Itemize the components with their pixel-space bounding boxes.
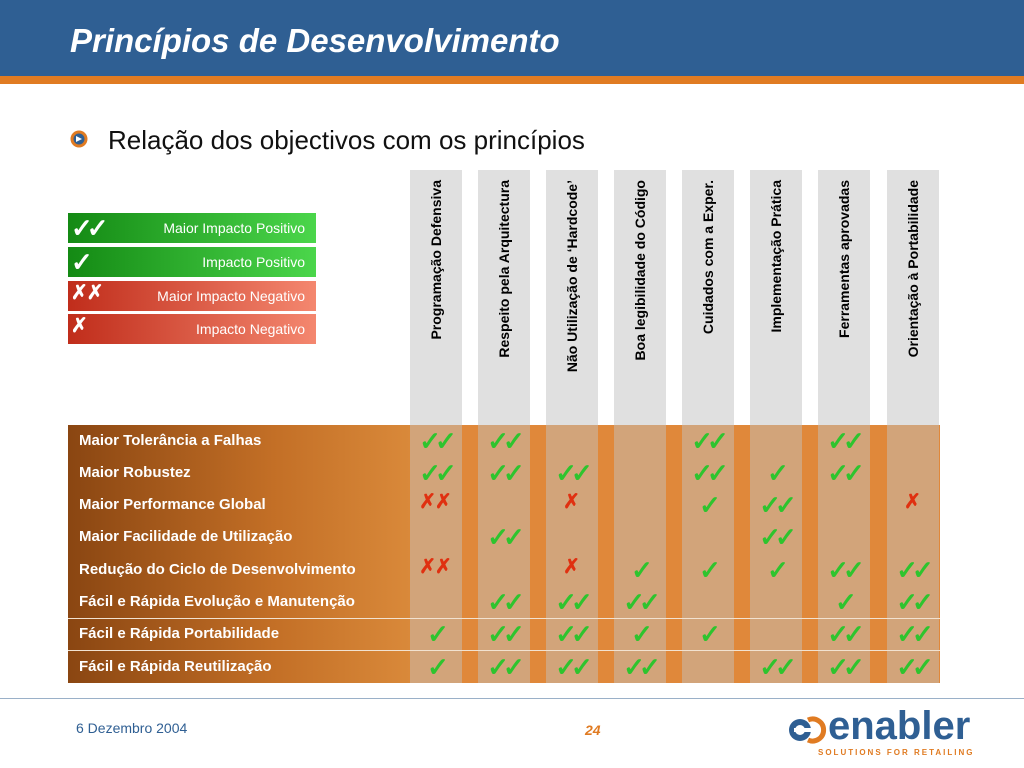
column-header — [818, 170, 870, 425]
column-header-label: Boa legibilidade do Código — [632, 180, 648, 361]
check-icon: ✓✓ — [487, 458, 519, 488]
check-icon: ✓ — [699, 619, 715, 649]
matrix-cell — [750, 654, 800, 684]
matrix-cell — [750, 557, 800, 587]
check-icon: ✓✓ — [759, 652, 791, 682]
page-number: 24 — [585, 722, 601, 738]
check-icon: ✓✓ — [759, 522, 791, 552]
check-icon: ✓✓ — [691, 458, 723, 488]
matrix-cell — [546, 557, 596, 587]
check-icon: ✓✓ — [827, 458, 859, 488]
matrix-cell — [682, 621, 732, 651]
matrix-cell — [410, 428, 460, 458]
matrix-cell — [750, 524, 800, 554]
matrix-cell — [546, 460, 596, 490]
matrix-cell — [478, 654, 528, 684]
matrix-cell — [614, 654, 664, 684]
matrix-cell — [410, 492, 460, 522]
cross-icon: ✗ — [71, 315, 87, 337]
check-icon: ✓✓ — [691, 426, 723, 456]
matrix-cell — [818, 621, 868, 651]
check-icon: ✓ — [699, 555, 715, 585]
matrix-cell — [682, 460, 732, 490]
logo-wordmark: enabler — [828, 704, 971, 748]
matrix-cell — [818, 428, 868, 458]
check-icon: ✓✓ — [896, 555, 928, 585]
check-icon: ✓✓ — [896, 652, 928, 682]
column-header-label: Orientação à Portabilidade — [905, 180, 921, 358]
slide-title: Princípios de Desenvolvimento — [70, 22, 560, 59]
matrix-cell — [410, 621, 460, 651]
check-icon: ✓ — [767, 555, 783, 585]
column-header — [614, 170, 666, 425]
matrix-cell — [682, 492, 732, 522]
logo-mark-icon — [788, 712, 828, 748]
check-icon: ✓✓ — [419, 426, 451, 456]
matrix-cell — [682, 428, 732, 458]
matrix-cell — [887, 621, 937, 651]
check-icon: ✓✓ — [827, 652, 859, 682]
cross-icon: ✗ — [563, 491, 579, 513]
column-header — [682, 170, 734, 425]
check-icon: ✓ — [71, 247, 87, 277]
check-icon: ✓ — [767, 458, 783, 488]
row-label: Maior Robustez — [79, 464, 191, 481]
check-icon: ✓✓ — [623, 587, 655, 617]
column-header-label: Cuidados com a Exper. — [700, 180, 716, 335]
column-header — [750, 170, 802, 425]
check-icon: ✓✓ — [759, 490, 791, 520]
matrix-cell — [887, 492, 937, 522]
check-icon: ✓✓ — [896, 587, 928, 617]
column-header — [546, 170, 598, 425]
matrix-cell — [818, 557, 868, 587]
legend-label: Impacto Positivo — [202, 254, 305, 270]
cross-icon: ✗✗ — [419, 491, 451, 513]
check-icon: ✓✓ — [487, 652, 519, 682]
check-icon: ✓✓ — [419, 458, 451, 488]
matrix-cell — [887, 654, 937, 684]
check-icon: ✓✓ — [623, 652, 655, 682]
column-header — [478, 170, 530, 425]
footer-divider — [0, 698, 1024, 699]
check-icon: ✓ — [835, 587, 851, 617]
cross-icon: ✗ — [563, 556, 579, 578]
row-label: Fácil e Rápida Evolução e Manutenção — [79, 593, 355, 610]
check-icon: ✓✓ — [827, 555, 859, 585]
row-label: Fácil e Rápida Portabilidade — [79, 625, 280, 642]
cross-icon: ✗✗ — [71, 282, 103, 304]
enabler-logo — [788, 704, 1008, 760]
check-icon: ✓ — [699, 490, 715, 520]
logo-tagline: SOLUTIONS FOR RETAILING — [818, 748, 975, 757]
check-icon: ✓ — [427, 652, 443, 682]
matrix-cell — [682, 557, 732, 587]
check-icon: ✓✓ — [555, 587, 587, 617]
matrix-cell — [546, 589, 596, 619]
check-icon: ✓✓ — [487, 619, 519, 649]
matrix-cell — [887, 589, 937, 619]
legend-label: Impacto Negativo — [196, 321, 305, 337]
matrix-cell — [818, 654, 868, 684]
check-icon: ✓✓ — [487, 587, 519, 617]
check-icon: ✓✓ — [555, 619, 587, 649]
column-header-label: Implementação Prática — [768, 180, 784, 333]
slide-subtitle: Relação dos objectivos com os princípios — [108, 125, 585, 155]
row-label: Maior Performance Global — [79, 496, 266, 513]
matrix-cell — [546, 654, 596, 684]
matrix-cell — [478, 589, 528, 619]
column-header-label: Respeito pela Arquitectura — [496, 180, 512, 358]
check-icon: ✓ — [631, 555, 647, 585]
matrix-cell — [750, 460, 800, 490]
matrix-cell — [410, 460, 460, 490]
cross-icon: ✗✗ — [419, 556, 451, 578]
check-icon: ✓✓ — [896, 619, 928, 649]
matrix-cell — [614, 621, 664, 651]
row-label: Fácil e Rápida Reutilização — [79, 658, 272, 675]
check-icon: ✓✓ — [555, 458, 587, 488]
check-icon: ✓✓ — [827, 619, 859, 649]
check-icon: ✓✓ — [71, 213, 103, 243]
column-header-label: Ferramentas aprovadas — [836, 180, 852, 338]
cross-icon: ✗ — [904, 491, 920, 513]
footer-date: 6 Dezembro 2004 — [76, 720, 188, 736]
check-icon: ✓ — [427, 619, 443, 649]
column-header — [887, 170, 939, 425]
row-label: Redução do Ciclo de Desenvolvimento — [79, 561, 356, 578]
matrix-cell — [410, 557, 460, 587]
matrix-cell — [478, 428, 528, 458]
check-icon: ✓✓ — [487, 426, 519, 456]
matrix-cell — [546, 492, 596, 522]
check-icon: ✓✓ — [827, 426, 859, 456]
matrix-cell — [410, 654, 460, 684]
matrix-cell — [478, 524, 528, 554]
matrix-cell — [750, 492, 800, 522]
column-header-label: Não Utilização de ‘Hardcode’ — [564, 180, 580, 373]
matrix-cell — [614, 557, 664, 587]
row-label: Maior Facilidade de Utilização — [79, 528, 293, 545]
matrix-cell — [818, 460, 868, 490]
matrix-cell — [546, 621, 596, 651]
check-icon: ✓✓ — [555, 652, 587, 682]
legend-label: Maior Impacto Negativo — [157, 288, 305, 304]
check-icon: ✓ — [631, 619, 647, 649]
matrix-cell — [478, 621, 528, 651]
matrix-cell — [887, 557, 937, 587]
column-header-label: Programação Defensiva — [428, 180, 444, 340]
column-header — [410, 170, 462, 425]
matrix-cell — [614, 589, 664, 619]
legend-label: Maior Impacto Positivo — [163, 220, 305, 236]
matrix-cell — [478, 460, 528, 490]
matrix-cell — [818, 589, 868, 619]
row-label: Maior Tolerância a Falhas — [79, 432, 262, 449]
check-icon: ✓✓ — [487, 522, 519, 552]
